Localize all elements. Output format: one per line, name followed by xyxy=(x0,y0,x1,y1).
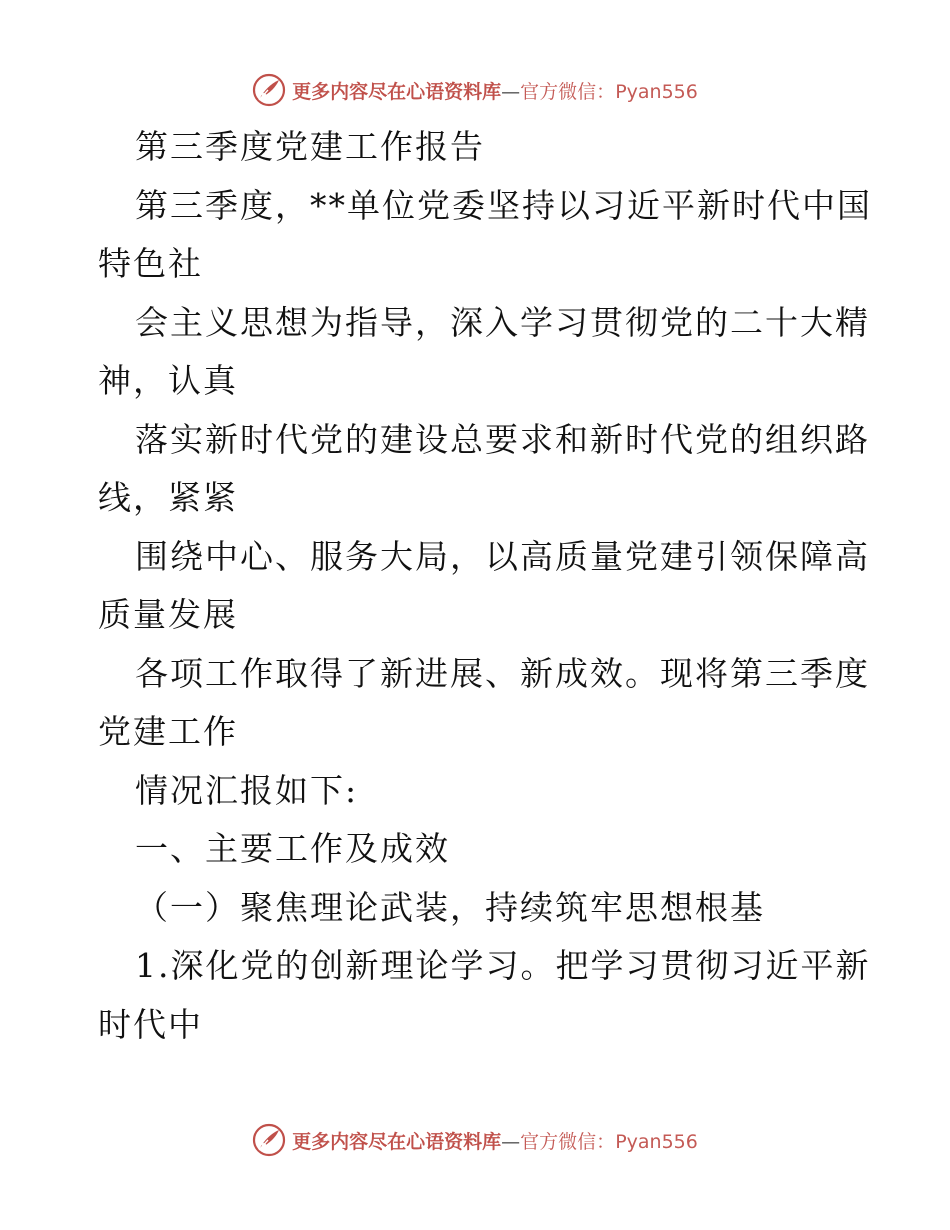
paragraph-line: 会主义思想为指导，深入学习贯彻党的二十大精 xyxy=(135,302,870,342)
paragraph-line: 落实新时代党的建设总要求和新时代党的组织路 xyxy=(135,419,870,459)
paragraph-line: 第三季度，**单位党委坚持以习近平新时代中国 xyxy=(135,185,872,225)
banner-main-text: 更多内容尽在心语资料库 xyxy=(292,80,502,103)
feather-quill-logo-icon xyxy=(252,73,286,107)
banner-text xyxy=(292,77,698,104)
document-title: 第三季度党建工作报告 xyxy=(135,127,485,166)
banner-separator: — xyxy=(501,80,521,103)
paragraph-line: 情况汇报如下: xyxy=(135,770,359,810)
section-heading: 一、主要工作及成效 xyxy=(135,829,450,868)
document-body xyxy=(98,118,872,1054)
banner-text xyxy=(292,1127,698,1154)
paragraph-line: 围绕中心、服务大局，以高质量党建引领保障高 xyxy=(135,536,870,576)
banner-wechat-label: 官方微信： xyxy=(520,1130,616,1153)
banner-main-text: 更多内容尽在心语资料库 xyxy=(292,1130,502,1153)
paragraph-line: 神，认真 xyxy=(98,361,238,400)
paragraph-line: 1.深化党的创新理论学习。把学习贯彻习近平新 xyxy=(135,946,871,985)
footer-banner xyxy=(0,1118,950,1162)
banner-wechat-label: 官方微信： xyxy=(520,80,616,103)
banner-wechat-id: Pyan556 xyxy=(615,80,698,103)
feather-quill-logo-icon xyxy=(252,1123,286,1157)
paragraph-line: 党建工作 xyxy=(98,712,238,751)
paragraph-line: 线，紧紧 xyxy=(98,478,238,517)
paragraph-line: 质量发展 xyxy=(98,595,238,634)
paragraph-line: 特色社 xyxy=(98,244,203,283)
header-banner xyxy=(0,68,950,112)
paragraph-line: 时代中 xyxy=(98,1004,203,1044)
subsection-heading: （一）聚焦理论武装，持续筑牢思想根基 xyxy=(135,887,765,927)
banner-separator: — xyxy=(501,1130,521,1153)
banner-wechat-id: Pyan556 xyxy=(615,1130,698,1153)
paragraph-line: 各项工作取得了新进展、新成效。现将第三季度 xyxy=(135,653,870,693)
